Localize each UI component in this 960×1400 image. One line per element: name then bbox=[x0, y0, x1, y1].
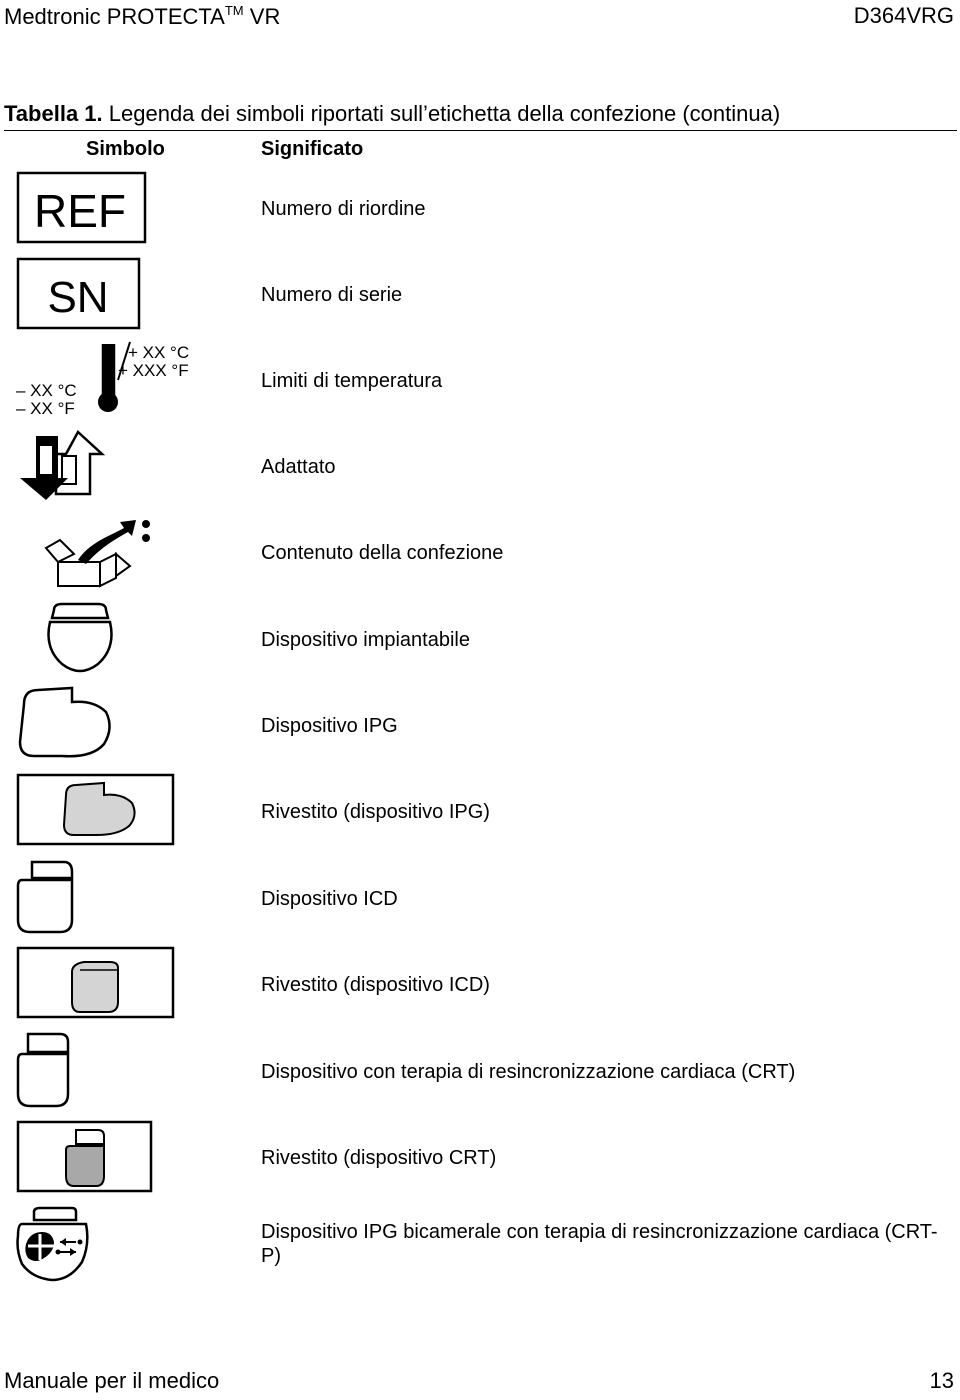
ipg-device-icon bbox=[14, 684, 116, 764]
meaning-coated-ipg: Rivestito (dispositivo IPG) bbox=[261, 801, 490, 823]
implantable-device-icon bbox=[40, 600, 120, 676]
product-name: Medtronic PROTECTA bbox=[4, 4, 225, 29]
meaning-package-contents: Contenuto della confezione bbox=[261, 542, 504, 564]
coated-ipg-icon bbox=[16, 773, 176, 847]
table-caption bbox=[4, 101, 780, 127]
footer-manual-title: Manuale per il medico bbox=[4, 1368, 220, 1393]
table-caption-text: Legenda dei simboli riportati sull’etichetta della confezione (continua) bbox=[108, 101, 781, 126]
crt-device-icon bbox=[14, 1030, 74, 1110]
package-contents-icon bbox=[40, 510, 160, 590]
meaning-ref: Numero di riordine bbox=[261, 198, 426, 220]
meaning-sn: Numero di serie bbox=[261, 284, 403, 306]
ref-icon-text: REF bbox=[34, 185, 126, 237]
page-number: 13 bbox=[929, 1368, 954, 1393]
temp-high-f: + XXX °F bbox=[118, 361, 189, 380]
meaning-ipg: Dispositivo IPG bbox=[261, 715, 398, 737]
column-header-symbol: Simbolo bbox=[86, 138, 165, 160]
meaning-coated-crt: Rivestito (dispositivo CRT) bbox=[261, 1147, 497, 1169]
coated-crt-icon bbox=[16, 1120, 154, 1194]
header-product bbox=[4, 3, 280, 30]
product-suffix: VR bbox=[249, 4, 281, 29]
meaning-adapter: Adattato bbox=[261, 456, 336, 478]
meaning-crt: Dispositivo con terapia di resincronizzazione cardiaca (CRT) bbox=[261, 1061, 796, 1083]
temp-low-c: – XX °C bbox=[16, 381, 77, 400]
temp-low-f: – XX °F bbox=[16, 399, 75, 418]
meaning-icd: Dispositivo ICD bbox=[261, 888, 398, 910]
sn-icon-text: SN bbox=[47, 273, 109, 322]
trademark: TM bbox=[224, 3, 244, 18]
column-header-meaning: Significato bbox=[261, 138, 364, 160]
meaning-temperature: Limiti di temperatura bbox=[261, 370, 443, 392]
crt-p-device-icon bbox=[14, 1206, 94, 1282]
icd-device-icon bbox=[14, 858, 78, 936]
ref-icon bbox=[16, 171, 148, 245]
adapter-arrow-icon bbox=[16, 430, 106, 502]
coated-icd-icon bbox=[16, 946, 176, 1020]
meaning-crt-p: Dispositivo IPG bicamerale con terapia di resincronizzazione cardiaca (CRT-P) bbox=[261, 1221, 938, 1267]
thermometer-icon bbox=[10, 340, 210, 420]
meaning-coated-icd: Rivestito (dispositivo ICD) bbox=[261, 974, 490, 996]
meaning-implantable-device: Dispositivo impiantabile bbox=[261, 629, 470, 651]
caption-rule bbox=[4, 130, 957, 131]
temp-high-c: + XX °C bbox=[128, 343, 190, 362]
header-model: D364VRG bbox=[853, 3, 954, 28]
table-caption-label: Tabella 1. bbox=[4, 101, 103, 126]
sn-icon bbox=[16, 257, 142, 331]
